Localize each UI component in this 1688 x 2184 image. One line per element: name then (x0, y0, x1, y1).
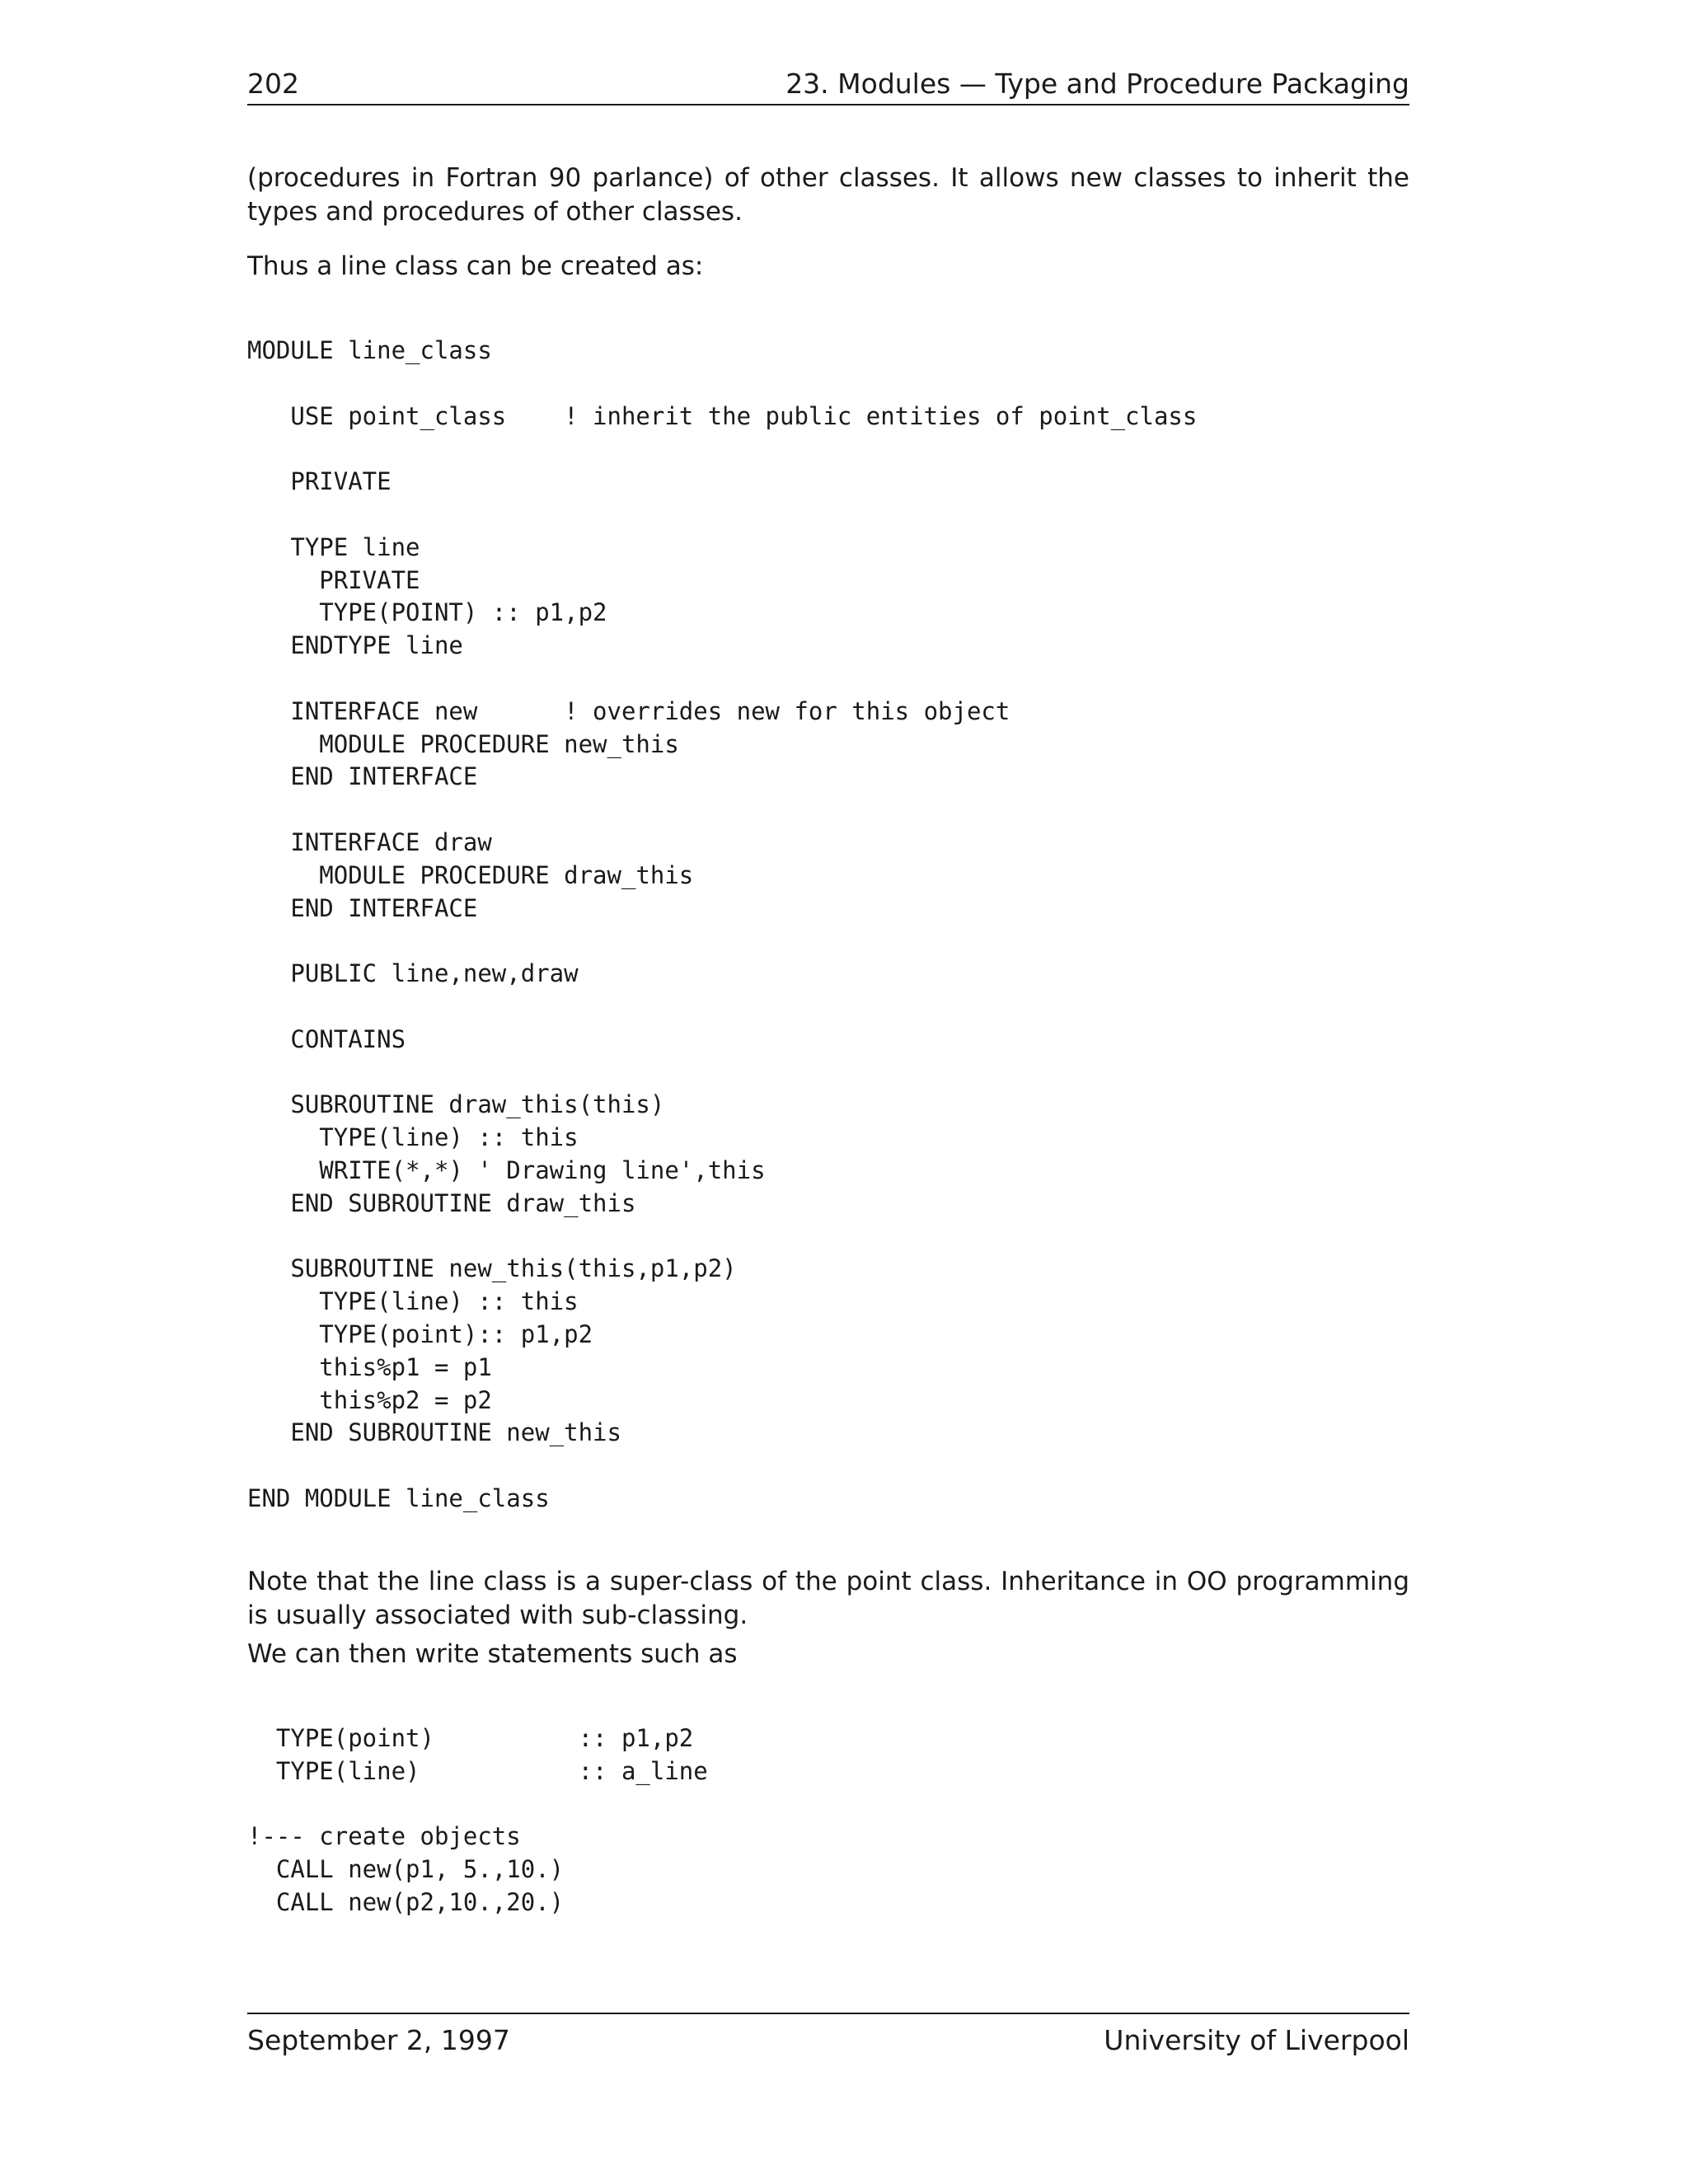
code-line (247, 1788, 1409, 1821)
code-line (247, 1450, 1409, 1483)
code-line: END INTERFACE (247, 893, 478, 922)
paragraph-line-class-lead: Thus a line class can be created as: (247, 251, 704, 281)
page-number: 202 (247, 68, 299, 100)
code-block-statements (247, 1722, 1409, 1919)
code-line (247, 794, 1409, 827)
paragraph-statements-lead: We can then write statements such as (247, 1639, 738, 1669)
code-line (247, 1221, 1409, 1254)
code-line (247, 1057, 1409, 1090)
code-line: INTERFACE new ! overrides new for this object (247, 696, 1010, 725)
code-line: PRIVATE (247, 565, 420, 594)
code-line: ENDTYPE line (247, 631, 463, 660)
code-line: CONTAINS (247, 1024, 406, 1053)
code-line: this%p1 = p1 (247, 1352, 492, 1381)
code-line (247, 991, 1409, 1024)
code-line: this%p2 = p2 (247, 1385, 492, 1414)
code-line: !--- create objects (247, 1822, 521, 1851)
code-block-line-class (247, 335, 1409, 1516)
code-line: PRIVATE (247, 467, 392, 496)
code-line (247, 368, 1409, 401)
code-line: MODULE PROCEDURE new_this (247, 729, 679, 758)
code-line: INTERFACE draw (247, 827, 492, 856)
chapter-title: 23. Modules — Type and Procedure Packaging (785, 68, 1409, 100)
code-line: TYPE(point):: p1,p2 (247, 1319, 593, 1348)
footer-date: September 2, 1997 (247, 2024, 510, 2056)
paragraph-intro: (procedures in Fortran 90 parlance) of other classes. It allows new classes to inherit the types and procedures of other classes. (247, 163, 1409, 227)
code-line: TYPE(point) :: p1,p2 (247, 1724, 694, 1752)
code-line (247, 433, 1409, 466)
code-line: PUBLIC line,new,draw (247, 959, 579, 988)
running-header (247, 64, 1409, 105)
code-line: END MODULE line_class (247, 1483, 550, 1512)
code-line: WRITE(*,*) ' Drawing line',this (247, 1155, 766, 1184)
code-line: TYPE line (247, 532, 420, 561)
code-line: CALL new(p2,10.,20.) (247, 1887, 565, 1916)
code-line: END SUBROUTINE new_this (247, 1418, 621, 1447)
code-line: CALL new(p1, 5.,10.) (247, 1855, 565, 1884)
code-line: TYPE(line) :: this (247, 1123, 579, 1152)
footer-institution: University of Liverpool (1104, 2024, 1409, 2056)
code-line (247, 925, 1409, 958)
running-footer (247, 2013, 1409, 2064)
code-line (247, 663, 1409, 696)
code-line: TYPE(line) :: a_line (247, 1756, 708, 1785)
code-line: SUBROUTINE draw_this(this) (247, 1090, 665, 1119)
code-line: MODULE line_class (247, 336, 492, 364)
code-line: SUBROUTINE new_this(this,p1,p2) (247, 1254, 737, 1283)
code-line: MODULE PROCEDURE draw_this (247, 860, 694, 889)
code-line: END INTERFACE (247, 762, 478, 791)
document-page (247, 0, 1409, 2184)
code-line: USE point_class ! inherit the public entities of point_class (247, 401, 1198, 430)
code-line: TYPE(line) :: this (247, 1287, 579, 1316)
code-line (247, 499, 1409, 532)
code-line: END SUBROUTINE draw_this (247, 1188, 636, 1217)
code-line: TYPE(POINT) :: p1,p2 (247, 598, 607, 627)
paragraph-inheritance-note: Note that the line class is a super-class of the point class. Inheritance in OO programming is usually associated with sub-classing. (247, 1567, 1409, 1630)
